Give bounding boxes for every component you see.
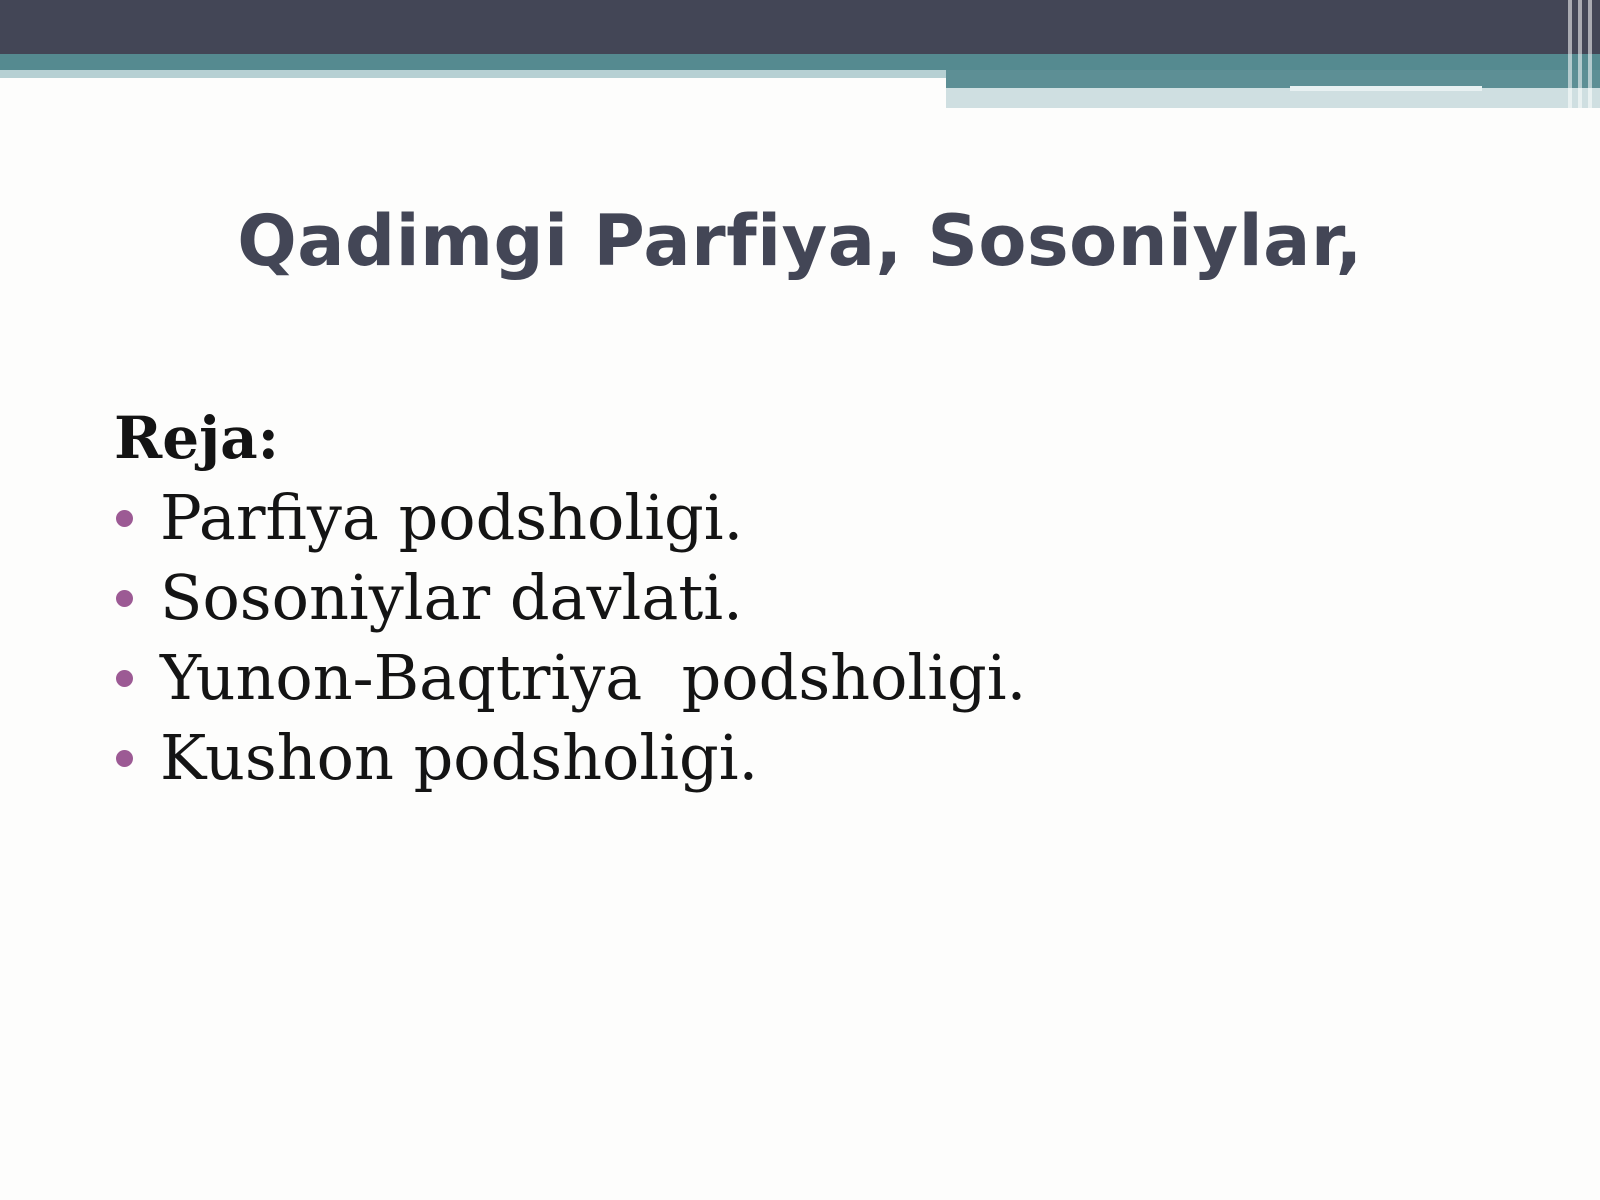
plan-heading: Reja: bbox=[114, 404, 280, 472]
bullet-icon bbox=[116, 590, 133, 607]
edge-stripe bbox=[1578, 0, 1582, 108]
plan-list bbox=[114, 478, 1026, 798]
list-item-text: Parfiya podsholigi. bbox=[160, 481, 744, 554]
header-band-teal bbox=[0, 54, 1600, 70]
list-item-text: Yunon-Baqtriya podsholigi. bbox=[160, 641, 1027, 714]
bullet-icon bbox=[116, 670, 133, 687]
edge-stripe bbox=[1568, 0, 1572, 108]
list-item bbox=[114, 478, 1026, 558]
edge-stripe bbox=[1588, 0, 1592, 108]
bullet-icon bbox=[116, 510, 133, 527]
header-band-right-light bbox=[946, 88, 1600, 108]
header-band-light bbox=[0, 70, 946, 78]
header-band-right-teal bbox=[946, 70, 1600, 88]
list-item-text: Kushon podsholigi. bbox=[160, 721, 759, 794]
header-band-dark bbox=[0, 0, 1600, 54]
slide-body bbox=[114, 398, 1026, 798]
bullet-icon bbox=[116, 750, 133, 767]
header-band-right-line bbox=[1290, 86, 1482, 91]
list-item-text: Sosoniylar davlati. bbox=[160, 561, 743, 634]
list-item bbox=[114, 638, 1026, 718]
list-item bbox=[114, 718, 1026, 798]
list-item bbox=[114, 558, 1026, 638]
slide-title: Qadimgi Parfiya, Sosoniylar, bbox=[237, 200, 1363, 282]
